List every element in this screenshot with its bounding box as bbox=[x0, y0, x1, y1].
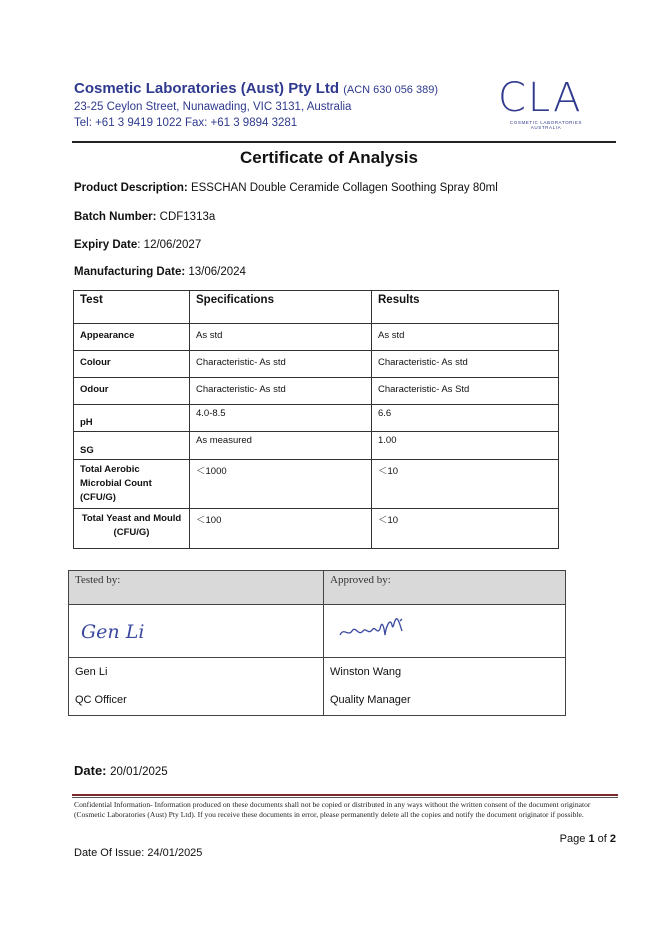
signoff-header-row bbox=[69, 571, 566, 605]
test-cell: Appearance bbox=[74, 324, 190, 351]
spec-cell: Characteristic- As std bbox=[190, 378, 372, 405]
logo-subtext: COSMETIC LABORATORIES bbox=[509, 120, 583, 125]
batch-value: CDF1313a bbox=[159, 211, 216, 223]
approver-signature bbox=[324, 605, 566, 658]
header-rule bbox=[72, 141, 616, 143]
analysis-table bbox=[73, 290, 559, 549]
logo-subtext-2: AUSTRALIA bbox=[530, 125, 562, 130]
page-of: of bbox=[597, 833, 607, 845]
header-specifications: Specifications bbox=[190, 291, 372, 324]
batch-label: Batch Number: bbox=[74, 211, 157, 223]
mfg-label: Manufacturing Date: bbox=[74, 266, 186, 278]
product-label: Product Description: bbox=[74, 182, 188, 194]
approver-title: Quality Manager bbox=[330, 694, 411, 706]
company-name bbox=[74, 80, 438, 97]
signature-row bbox=[69, 605, 566, 658]
test-cell: Total Aerobic Microbial Count (CFU/G) bbox=[74, 460, 190, 509]
result-cell: 6.6 bbox=[372, 405, 559, 432]
approver-signature-stroke bbox=[340, 619, 402, 635]
test-cell: Total Yeast and Mould (CFU/G) bbox=[74, 509, 190, 549]
date-of-issue: Date Of Issue: 24/01/2025 bbox=[74, 847, 203, 859]
test-cell: pH bbox=[74, 405, 190, 432]
date-label: Date: bbox=[74, 763, 107, 778]
document-title: Certificate of Analysis bbox=[240, 148, 418, 167]
confidential-notice: Confidential Information- Information produced on these documents shall not be copied or distributed in any ways without the written consent of the document originator (Cosmetic Laboratories (Aust) Pty Ltd). If you receive these documents in error, please permanently delete all the copies and notify the document originator if possible. bbox=[74, 800, 591, 819]
company-contact: Tel: +61 3 9419 1022 Fax: +61 3 9894 3281 bbox=[74, 117, 298, 129]
approver-name: Winston Wang bbox=[330, 666, 402, 678]
spec-cell: As std bbox=[190, 324, 372, 351]
signoff-table bbox=[68, 570, 566, 716]
table-row bbox=[74, 351, 559, 378]
company-logo bbox=[498, 75, 594, 136]
batch-number-field bbox=[74, 211, 215, 223]
table-row bbox=[74, 324, 559, 351]
mfg-value: 13/06/2024 bbox=[188, 266, 246, 278]
company-address: 23-25 Ceylon Street, Nunawading, VIC 3131, Australia bbox=[74, 101, 352, 113]
page-prefix: Page bbox=[559, 833, 586, 845]
footer-rule-thin bbox=[72, 797, 618, 798]
tested-by-label: Tested by: bbox=[69, 571, 324, 605]
test-cell: SG bbox=[74, 432, 190, 460]
tester-signature-image bbox=[75, 605, 155, 649]
approver-signature-image bbox=[330, 605, 420, 649]
document-date bbox=[74, 763, 168, 778]
header-test: Test bbox=[74, 291, 190, 324]
tester-signature bbox=[69, 605, 324, 658]
date-value: 20/01/2025 bbox=[110, 766, 168, 778]
table-row bbox=[74, 378, 559, 405]
result-cell: Characteristic- As Std bbox=[372, 378, 559, 405]
company-acn: (ACN 630 056 389) bbox=[343, 84, 438, 96]
company-name-text: Cosmetic Laboratories (Aust) Pty Ltd bbox=[74, 80, 340, 97]
table-row bbox=[74, 405, 559, 432]
page-current: 1 bbox=[588, 833, 595, 845]
tester-title: QC Officer bbox=[75, 694, 127, 706]
logo-letters: CLA bbox=[498, 75, 583, 121]
result-cell: 1.00 bbox=[372, 432, 559, 460]
approved-by-label: Approved by: bbox=[324, 571, 566, 605]
spec-cell: Characteristic- As std bbox=[190, 351, 372, 378]
approver-info bbox=[324, 658, 566, 716]
table-row bbox=[74, 509, 559, 549]
spec-cell: 4.0-8.5 bbox=[190, 405, 372, 432]
product-description-field bbox=[74, 182, 498, 194]
result-cell: ＜10 bbox=[372, 509, 559, 549]
spec-cell: ＜100 bbox=[190, 509, 372, 549]
signoff-name-row bbox=[69, 658, 566, 716]
result-cell: As std bbox=[372, 324, 559, 351]
tester-name: Gen Li bbox=[75, 666, 108, 678]
manufacturing-date-field bbox=[74, 266, 246, 278]
table-row bbox=[74, 432, 559, 460]
expiry-date-field bbox=[74, 239, 201, 251]
tester-info bbox=[69, 658, 324, 716]
result-cell: ＜10 bbox=[372, 460, 559, 509]
test-cell: Odour bbox=[74, 378, 190, 405]
page-total: 2 bbox=[609, 833, 616, 845]
header-results: Results bbox=[372, 291, 559, 324]
result-cell: Characteristic- As std bbox=[372, 351, 559, 378]
spec-cell: As measured bbox=[190, 432, 372, 460]
page-number bbox=[560, 833, 616, 845]
test-cell: Colour bbox=[74, 351, 190, 378]
product-value: ESSCHAN Double Ceramide Collagen Soothing Spray 80ml bbox=[190, 182, 498, 194]
table-row bbox=[74, 460, 559, 509]
footer-rule bbox=[72, 794, 618, 796]
table-header-row bbox=[74, 291, 559, 324]
spec-cell: ＜1000 bbox=[190, 460, 372, 509]
expiry-value: : 12/06/2027 bbox=[137, 239, 202, 251]
tester-signature-text: Gen Li bbox=[81, 621, 145, 643]
expiry-label: Expiry Date bbox=[74, 239, 138, 251]
